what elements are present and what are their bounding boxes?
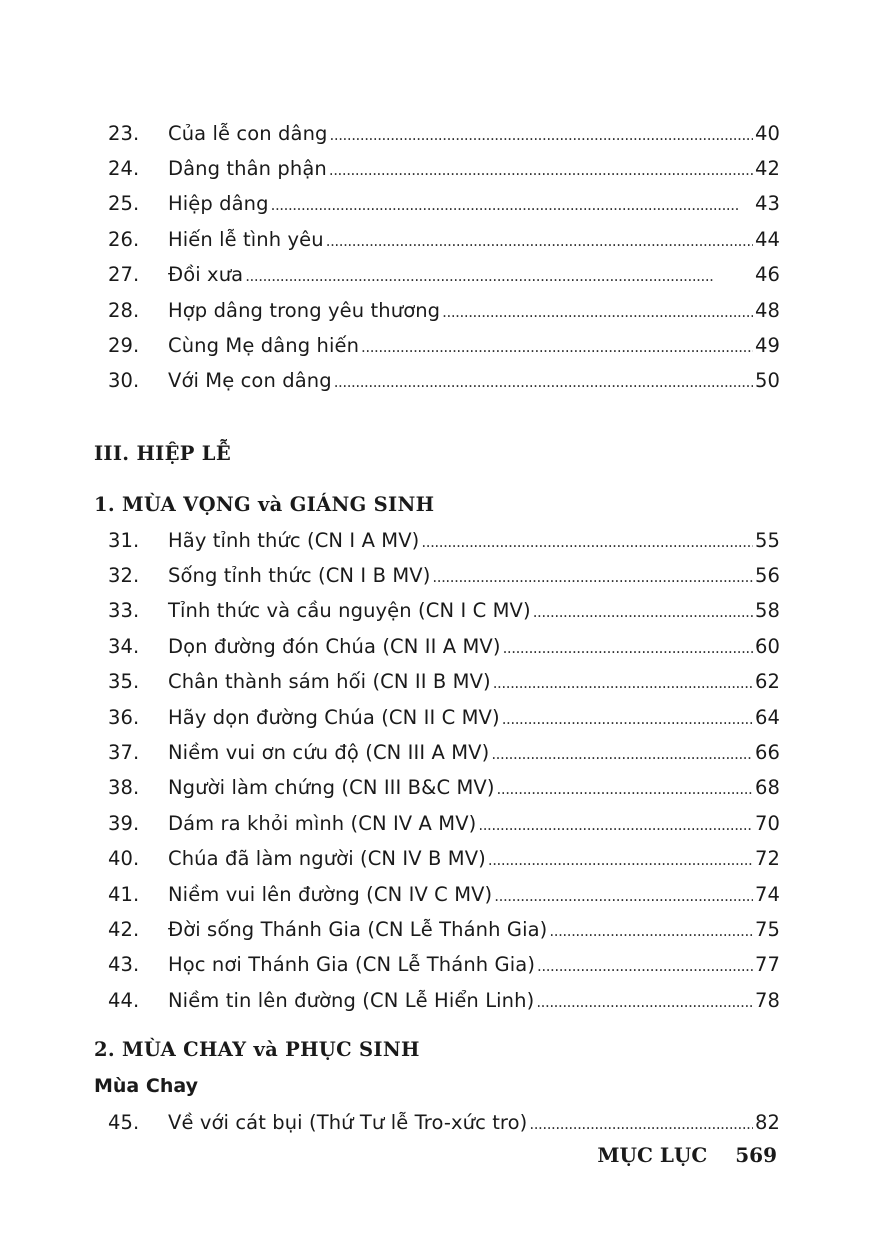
entry-page: 43 [754, 192, 780, 215]
entry-number: 34. [108, 635, 140, 658]
toc-entry [108, 190, 780, 218]
entry-number: 38. [108, 776, 140, 799]
toc-entry [108, 527, 780, 555]
entry-title: Tỉnh thức và cầu nguyện (CN I C MV) [168, 599, 531, 622]
entry-number: 23. [108, 122, 140, 145]
toc-entry [108, 297, 780, 325]
entry-page: 66 [754, 741, 780, 764]
toc-entry [108, 704, 780, 732]
entry-title: Chúa đã làm người (CN IV B MV) [168, 847, 486, 870]
dot-leader [549, 916, 753, 945]
dot-leader [330, 120, 753, 149]
toc-entry [108, 668, 780, 696]
section-heading: III. HIỆP LỄ [94, 442, 231, 465]
entry-page: 64 [754, 706, 780, 729]
entry-number: 39. [108, 812, 140, 835]
entry-page: 68 [754, 776, 780, 799]
entry-number: 37. [108, 741, 140, 764]
toc-entry [108, 261, 780, 289]
entry-number: 29. [108, 334, 140, 357]
entry-page: 72 [754, 847, 780, 870]
entry-number: 24. [108, 157, 140, 180]
entry-number: 33. [108, 599, 140, 622]
toc-entry [108, 633, 780, 661]
entry-number: 28. [108, 299, 140, 322]
entry-title: Dám ra khỏi mình (CN IV A MV) [168, 812, 477, 835]
entry-page: 58 [754, 599, 780, 622]
dot-leader [491, 739, 753, 768]
dot-leader [493, 668, 753, 697]
entry-number: 41. [108, 883, 140, 906]
entry-title: Niềm vui lên đường (CN IV C MV) [168, 883, 493, 906]
toc-entry [108, 155, 780, 183]
entry-number: 43. [108, 953, 140, 976]
entry-page: 56 [754, 564, 780, 587]
entry-page: 44 [754, 228, 780, 251]
toc-entry [108, 916, 780, 944]
entry-page: 60 [754, 635, 780, 658]
entry-number: 36. [108, 706, 140, 729]
dot-leader [421, 527, 753, 556]
toc-entry [108, 226, 780, 254]
dot-leader [478, 810, 753, 839]
toc-entry [108, 367, 780, 395]
toc-entry [108, 774, 780, 802]
entry-page: 49 [754, 334, 780, 357]
entry-page: 77 [754, 953, 780, 976]
entry-page: 55 [754, 529, 780, 552]
entry-page: 82 [754, 1111, 780, 1134]
dot-leader [529, 1109, 753, 1138]
entry-page: 75 [754, 918, 780, 941]
dot-leader [271, 190, 753, 219]
entry-title: Dọn đường đón Chúa (CN II A MV) [168, 635, 501, 658]
toc-entry [108, 1109, 780, 1137]
entry-title: Chân thành sám hối (CN II B MV) [168, 670, 491, 693]
entry-page: 62 [754, 670, 780, 693]
entry-title: Hợp dâng trong yêu thương [168, 299, 441, 322]
dot-leader [329, 155, 753, 184]
footer-page-number: 569 [735, 1143, 777, 1167]
dot-leader [502, 704, 753, 733]
entry-number: 31. [108, 529, 140, 552]
entry-title: Với Mẹ con dâng [168, 369, 332, 392]
entry-title: Học nơi Thánh Gia (CN Lễ Thánh Gia) [168, 953, 536, 976]
dot-leader [536, 987, 753, 1016]
entry-page: 74 [754, 883, 780, 906]
entry-number: 42. [108, 918, 140, 941]
entry-title: Người làm chứng (CN III B&C MV) [168, 776, 495, 799]
dot-leader [361, 332, 753, 361]
entry-title: Đời sống Thánh Gia (CN Lễ Thánh Gia) [168, 918, 548, 941]
entry-page: 50 [754, 369, 780, 392]
dot-leader [442, 297, 753, 326]
subsection-heading: 1. MÙA VỌNG và GIÁNG SINH [94, 493, 435, 516]
entry-page: 46 [754, 263, 780, 286]
dot-leader [503, 633, 753, 662]
toc-entry [108, 987, 780, 1015]
entry-title: Niềm vui ơn cứu độ (CN III A MV) [168, 741, 490, 764]
toc-entry [108, 810, 780, 838]
subsection-heading: 2. MÙA CHAY và PHỤC SINH [94, 1038, 420, 1061]
toc-entry [108, 332, 780, 360]
entry-title: Của lễ con dâng [168, 122, 328, 145]
subsection-part-label: Mùa Chay [94, 1075, 198, 1097]
entry-title: Đồi xưa [168, 263, 244, 286]
dot-leader [488, 845, 753, 874]
entry-title: Hiệp dâng [168, 192, 269, 215]
toc-entry [108, 120, 780, 148]
toc-entry [108, 951, 780, 979]
entry-number: 40. [108, 847, 140, 870]
dot-leader [326, 226, 753, 255]
entry-number: 27. [108, 263, 140, 286]
dot-leader [245, 261, 753, 290]
entry-page: 70 [754, 812, 780, 835]
dot-leader [497, 774, 753, 803]
entry-number: 26. [108, 228, 140, 251]
entry-title: Về với cát bụi (Thứ Tư lễ Tro-xức tro) [168, 1111, 528, 1134]
toc-entry [108, 739, 780, 767]
dot-leader [537, 951, 753, 980]
dot-leader [334, 367, 753, 396]
entry-number: 44. [108, 989, 140, 1012]
entry-page: 78 [754, 989, 780, 1012]
dot-leader [432, 562, 753, 591]
entry-number: 30. [108, 369, 140, 392]
footer-label: MỤC LỤC [597, 1143, 708, 1167]
entry-page: 40 [754, 122, 780, 145]
entry-number: 32. [108, 564, 140, 587]
entry-title: Hãy tỉnh thức (CN I A MV) [168, 529, 420, 552]
entry-number: 45. [108, 1111, 140, 1134]
toc-entry [108, 845, 780, 873]
entry-title: Hãy dọn đường Chúa (CN II C MV) [168, 706, 500, 729]
entry-title: Hiến lễ tình yêu [168, 228, 324, 251]
page-footer [597, 1143, 777, 1167]
entry-title: Dâng thân phận [168, 157, 327, 180]
entry-page: 48 [754, 299, 780, 322]
entry-page: 42 [754, 157, 780, 180]
dot-leader [494, 881, 753, 910]
entry-title: Sống tỉnh thức (CN I B MV) [168, 564, 431, 587]
dot-leader [533, 597, 753, 626]
entry-number: 25. [108, 192, 140, 215]
entry-title: Niềm tin lên đường (CN Lễ Hiển Linh) [168, 989, 535, 1012]
toc-entry [108, 562, 780, 590]
toc-entry [108, 881, 780, 909]
entry-title: Cùng Mẹ dâng hiến [168, 334, 360, 357]
toc-entry [108, 597, 780, 625]
entry-number: 35. [108, 670, 140, 693]
